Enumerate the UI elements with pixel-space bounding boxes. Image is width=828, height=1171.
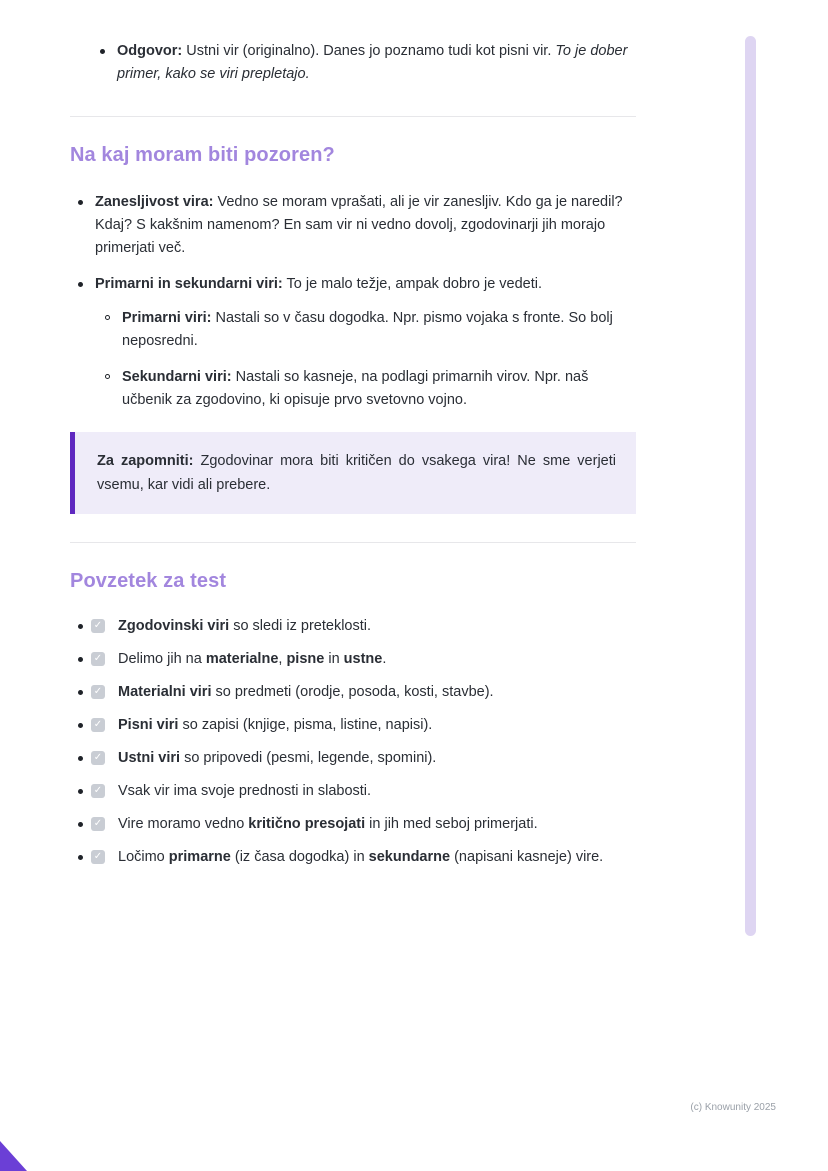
callout-text: Za zapomniti: Zgodovinar mora biti kritičen do vsakega vira! Ne sme verjeti vsemu, kar vidi ali prebere. — [97, 453, 616, 493]
sublist — [78, 307, 636, 412]
bullet-icon — [78, 789, 83, 794]
list-item — [100, 40, 636, 86]
item-text: Pisni viri so zapisi (knjige, pisma, listine, napisi). — [118, 717, 433, 733]
answer-text: Odgovor: Ustni vir (originalno). Danes jo poznamo tudi kot pisni vir. To je dober primer, kako se viri prepletajo. — [117, 43, 628, 82]
corner-decoration — [0, 1141, 27, 1171]
checkbox-checked-icon: ✓ — [91, 850, 105, 864]
list-item — [78, 273, 636, 412]
document-content — [70, 0, 636, 879]
item-text: Primarni viri: Nastali so v času dogodka. Npr. pismo vojaka s fronte. So bolj neposredni. — [122, 310, 613, 349]
bullet-icon — [78, 200, 83, 205]
sub-bullet-icon — [105, 315, 110, 320]
checkbox-checked-icon: ✓ — [91, 751, 105, 765]
copyright-footer: (c) Knowunity 2025 — [690, 1102, 776, 1113]
checklist-item — [78, 681, 636, 704]
summary-checklist — [70, 615, 636, 869]
checkbox-checked-icon: ✓ — [91, 817, 105, 831]
bullet-icon — [78, 756, 83, 761]
item-text: Delimo jih na materialne, pisne in ustne. — [118, 651, 387, 667]
checklist-item — [78, 648, 636, 671]
item-text: Materialni viri so predmeti (orodje, posoda, kosti, stavbe). — [118, 684, 494, 700]
callout-box — [70, 432, 636, 514]
item-text: Zanesljivost vira: Vedno se moram vprašati, ali je vir zanesljiv. Kdo ga je naredil? Kdaj? S kakšnim namenom? En sam vir ni vedno dovolj, zgodovinarji jih morajo primerjati več. — [95, 194, 623, 256]
item-text: Ločimo primarne (iz časa dogodka) in sekundarne (napisani kasneje) vire. — [118, 849, 604, 865]
bullet-icon — [78, 723, 83, 728]
sub-bullet-icon — [105, 374, 110, 379]
bullet-icon — [100, 49, 105, 54]
checklist-item — [78, 846, 636, 869]
sublist-item — [105, 366, 636, 412]
checklist-item — [78, 615, 636, 638]
checkbox-checked-icon: ✓ — [91, 652, 105, 666]
checkbox-checked-icon: ✓ — [91, 718, 105, 732]
divider — [70, 116, 636, 117]
item-text: Primarni in sekundarni viri: To je malo težje, ampak dobro je vedeti. — [95, 276, 543, 292]
bullet-icon — [78, 624, 83, 629]
item-text: Sekundarni viri: Nastali so kasneje, na podlagi primarnih virov. Npr. naš učbenik za zgodovino, ki opisuje prvo svetovno vojno. — [122, 369, 589, 408]
pozoren-list — [70, 191, 636, 412]
bullet-icon — [78, 855, 83, 860]
checkbox-checked-icon: ✓ — [91, 619, 105, 633]
checklist-item — [78, 813, 636, 836]
section-title-povzetek: Povzetek za test — [70, 570, 227, 592]
bullet-icon — [78, 690, 83, 695]
answer-list — [70, 0, 636, 86]
item-text: Ustni viri so pripovedi (pesmi, legende, spomini). — [118, 750, 437, 766]
item-text: Zgodovinski viri so sledi iz preteklosti. — [118, 618, 372, 634]
scrollbar-thumb[interactable] — [745, 36, 756, 936]
checklist-item — [78, 747, 636, 770]
item-text: Vire moramo vedno kritično presojati in jih med seboj primerjati. — [118, 816, 538, 832]
bullet-icon — [78, 822, 83, 827]
bullet-icon — [78, 282, 83, 287]
bullet-icon — [78, 657, 83, 662]
item-text: Vsak vir ima svoje prednosti in slabosti. — [118, 783, 372, 799]
section-title-pozoren: Na kaj moram biti pozoren? — [70, 144, 335, 166]
list-item — [78, 191, 636, 260]
checkbox-checked-icon: ✓ — [91, 784, 105, 798]
divider — [70, 542, 636, 543]
checklist-item — [78, 780, 636, 803]
checkbox-checked-icon: ✓ — [91, 685, 105, 699]
sublist-item — [105, 307, 636, 353]
checklist-item — [78, 714, 636, 737]
